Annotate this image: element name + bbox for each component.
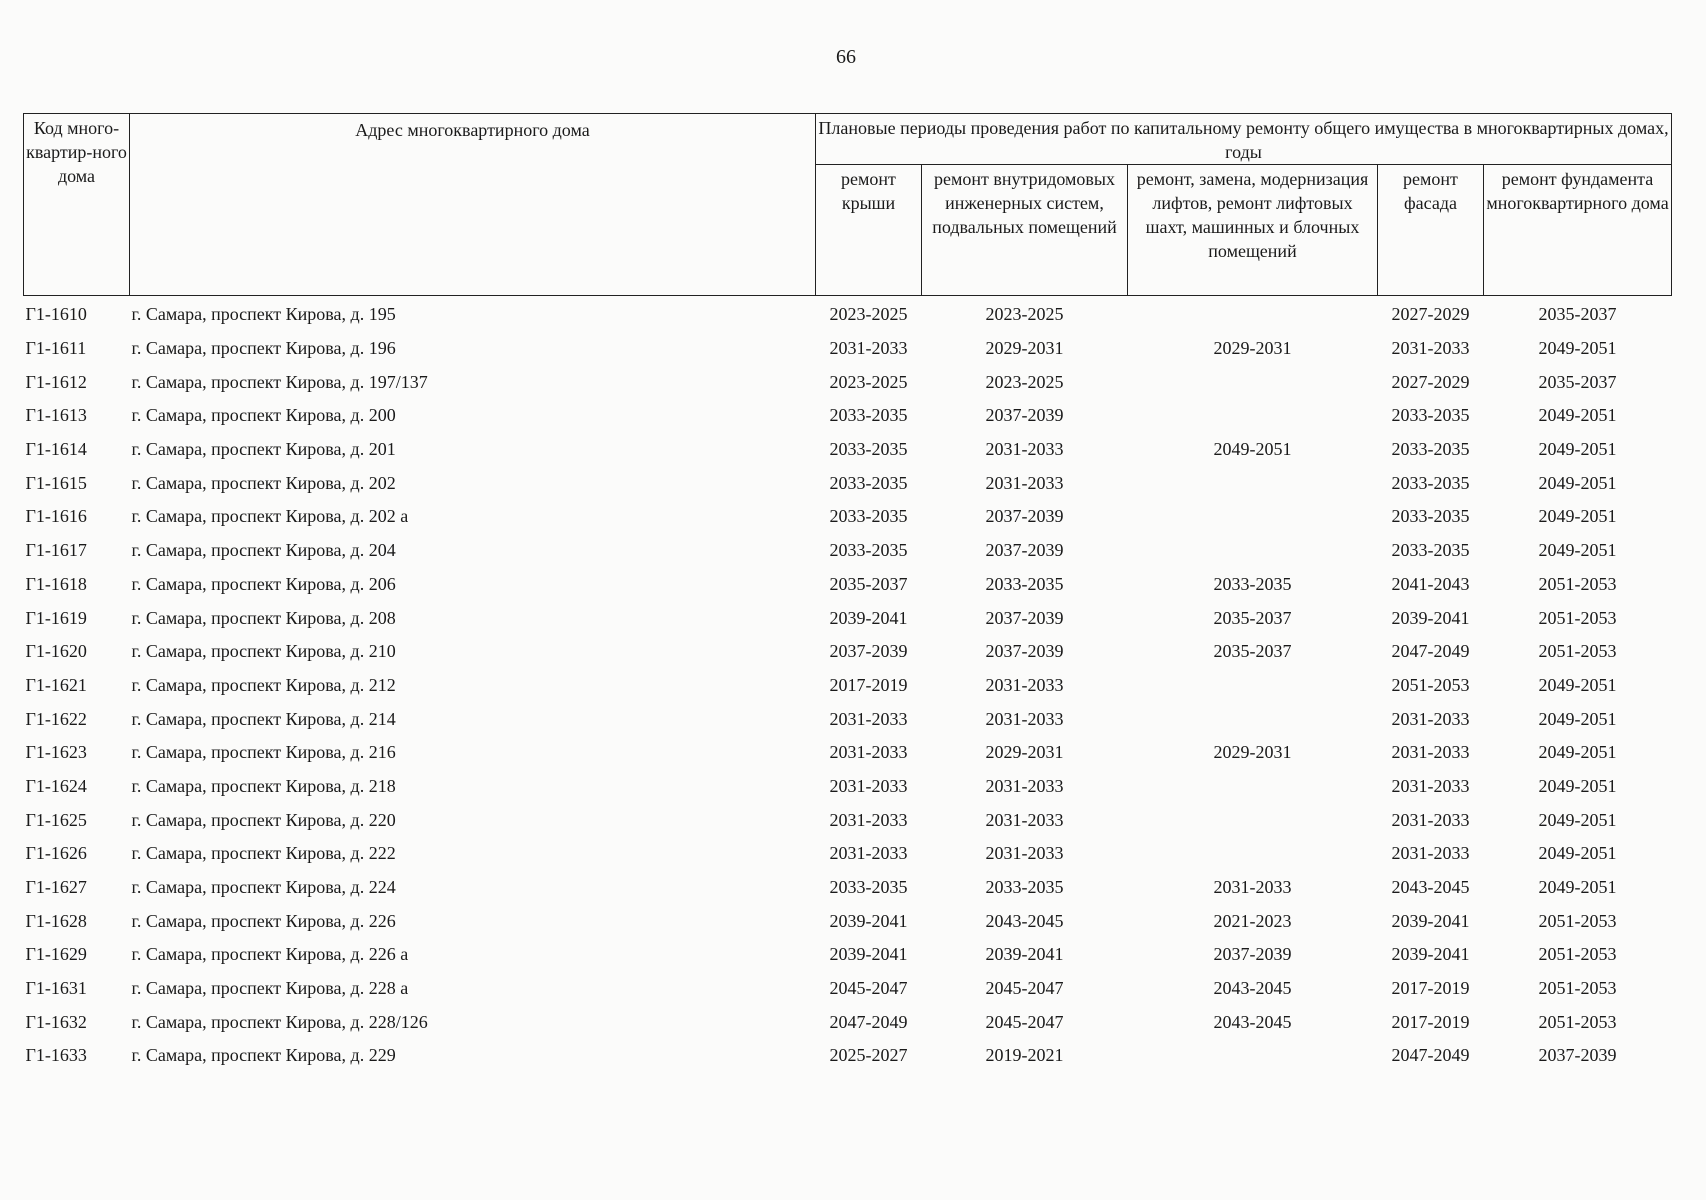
header-code: Код много-квартир-ного дома: [24, 114, 130, 296]
house-address: г. Самара, проспект Кирова, д. 197/137: [131, 371, 428, 392]
engineering-period: 2029-2031: [985, 338, 1064, 359]
foundation-period: 2049-2051: [1538, 405, 1617, 426]
house-code: Г1-1629: [25, 944, 87, 965]
roof-period: 2025-2027: [829, 1045, 908, 1066]
house-address: г. Самара, проспект Кирова, д. 195: [131, 304, 396, 325]
engineering-period: 2037-2039: [985, 506, 1064, 527]
facade-period: 2039-2041: [1391, 944, 1470, 965]
facade-period: 2031-2033: [1391, 843, 1470, 864]
roof-period: 2033-2035: [829, 405, 908, 426]
engineering-period: 2033-2035: [985, 573, 1064, 594]
house-code: Г1-1612: [25, 371, 87, 392]
elevators-period: [1128, 500, 1378, 534]
foundation-period: 2051-2053: [1538, 944, 1617, 965]
roof-period: 2033-2035: [829, 506, 908, 527]
roof-period: 2023-2025: [829, 371, 908, 392]
house-code: Г1-1615: [25, 472, 87, 493]
foundation-period: 2051-2053: [1538, 1011, 1617, 1032]
engineering-period: 2023-2025: [985, 304, 1064, 325]
facade-period: 2031-2033: [1391, 809, 1470, 830]
engineering-period: 2031-2033: [985, 809, 1064, 830]
foundation-period: 2049-2051: [1538, 877, 1617, 898]
facade-period: 2027-2029: [1391, 371, 1470, 392]
house-address: г. Самара, проспект Кирова, д. 229: [131, 1045, 396, 1066]
roof-period: 2039-2041: [829, 607, 908, 628]
roof-period: 2017-2019: [829, 674, 908, 695]
roof-period: 2035-2037: [829, 573, 908, 594]
engineering-period: 2045-2047: [985, 978, 1064, 999]
table-header: [24, 114, 1672, 296]
house-address: г. Самара, проспект Кирова, д. 226 а: [131, 944, 409, 965]
elevators-period: [1128, 669, 1378, 703]
house-code: Г1-1622: [25, 708, 87, 729]
header-foundation: ремонт фундамента многоквартирного дома: [1484, 165, 1672, 296]
elevators-period: [1128, 803, 1378, 837]
table-row: [24, 803, 1672, 837]
table-row: [24, 601, 1672, 635]
elevators-period: [1128, 837, 1378, 871]
house-code: Г1-1621: [25, 674, 87, 695]
foundation-period: 2051-2053: [1538, 910, 1617, 931]
roof-period: 2033-2035: [829, 472, 908, 493]
engineering-period: 2037-2039: [985, 641, 1064, 662]
house-address: г. Самара, проспект Кирова, д. 216: [131, 742, 396, 763]
elevators-period: 2035-2037: [1213, 641, 1292, 662]
house-address: г. Самара, проспект Кирова, д. 201: [131, 439, 396, 460]
table-row: [24, 568, 1672, 602]
table-row: [24, 669, 1672, 703]
house-address: г. Самара, проспект Кирова, д. 228/126: [131, 1011, 428, 1032]
house-address: г. Самара, проспект Кирова, д. 214: [131, 708, 396, 729]
roof-period: 2039-2041: [829, 944, 908, 965]
header-roof: ремонт крыши: [816, 165, 922, 296]
engineering-period: 2031-2033: [985, 439, 1064, 460]
roof-period: 2047-2049: [829, 1011, 908, 1032]
elevators-period: [1128, 296, 1378, 332]
table-row: [24, 365, 1672, 399]
elevators-period: [1128, 466, 1378, 500]
foundation-period: 2049-2051: [1538, 809, 1617, 830]
house-code: Г1-1617: [25, 540, 87, 561]
foundation-period: 2051-2053: [1538, 573, 1617, 594]
engineering-period: 2033-2035: [985, 877, 1064, 898]
house-code: Г1-1632: [25, 1011, 87, 1032]
elevators-period: 2021-2023: [1213, 910, 1292, 931]
house-address: г. Самара, проспект Кирова, д. 196: [131, 338, 396, 359]
elevators-period: 2029-2031: [1213, 338, 1292, 359]
house-address: г. Самара, проспект Кирова, д. 206: [131, 573, 396, 594]
house-address: г. Самара, проспект Кирова, д. 208: [131, 607, 396, 628]
roof-period: 2033-2035: [829, 439, 908, 460]
roof-period: 2023-2025: [829, 304, 908, 325]
facade-period: 2031-2033: [1391, 338, 1470, 359]
house-code: Г1-1624: [25, 775, 87, 796]
house-address: г. Самара, проспект Кирова, д. 224: [131, 877, 396, 898]
house-address: г. Самара, проспект Кирова, д. 226: [131, 910, 396, 931]
header-facade: ремонт фасада: [1378, 165, 1484, 296]
house-address: г. Самара, проспект Кирова, д. 210: [131, 641, 396, 662]
elevators-period: [1128, 1039, 1378, 1073]
foundation-period: 2049-2051: [1538, 674, 1617, 695]
foundation-period: 2049-2051: [1538, 742, 1617, 763]
elevators-period: 2029-2031: [1213, 742, 1292, 763]
house-code: Г1-1616: [25, 506, 87, 527]
facade-period: 2033-2035: [1391, 506, 1470, 527]
roof-period: 2039-2041: [829, 910, 908, 931]
table-row: [24, 534, 1672, 568]
house-code: Г1-1613: [25, 405, 87, 426]
engineering-period: 2031-2033: [985, 708, 1064, 729]
engineering-period: 2023-2025: [985, 371, 1064, 392]
roof-period: 2031-2033: [829, 708, 908, 729]
facade-period: 2031-2033: [1391, 708, 1470, 729]
table-row: [24, 770, 1672, 804]
engineering-period: 2031-2033: [985, 775, 1064, 796]
engineering-period: 2031-2033: [985, 674, 1064, 695]
facade-period: 2051-2053: [1391, 674, 1470, 695]
header-address: Адрес многоквартирного дома: [130, 114, 816, 296]
roof-period: 2045-2047: [829, 978, 908, 999]
house-code: Г1-1628: [25, 910, 87, 931]
roof-period: 2031-2033: [829, 809, 908, 830]
facade-period: 2047-2049: [1391, 641, 1470, 662]
facade-period: 2039-2041: [1391, 910, 1470, 931]
foundation-period: 2051-2053: [1538, 978, 1617, 999]
elevators-period: 2049-2051: [1213, 439, 1292, 460]
foundation-period: 2051-2053: [1538, 607, 1617, 628]
repair-plan-table: [23, 113, 1672, 1073]
elevators-period: 2043-2045: [1213, 978, 1292, 999]
facade-period: 2033-2035: [1391, 405, 1470, 426]
foundation-period: 2049-2051: [1538, 540, 1617, 561]
house-code: Г1-1620: [25, 641, 87, 662]
table-row: [24, 466, 1672, 500]
table-row: [24, 904, 1672, 938]
house-address: г. Самара, проспект Кирова, д. 220: [131, 809, 396, 830]
table-row: [24, 500, 1672, 534]
foundation-period: 2035-2037: [1538, 304, 1617, 325]
foundation-period: 2035-2037: [1538, 371, 1617, 392]
engineering-period: 2037-2039: [985, 607, 1064, 628]
roof-period: 2037-2039: [829, 641, 908, 662]
foundation-period: 2049-2051: [1538, 708, 1617, 729]
table-row: [24, 938, 1672, 972]
table-row: [24, 972, 1672, 1006]
foundation-period: 2037-2039: [1538, 1045, 1617, 1066]
facade-period: 2039-2041: [1391, 607, 1470, 628]
engineering-period: 2037-2039: [985, 405, 1064, 426]
facade-period: 2031-2033: [1391, 775, 1470, 796]
table-row: [24, 399, 1672, 433]
facade-period: 2033-2035: [1391, 540, 1470, 561]
foundation-period: 2049-2051: [1538, 775, 1617, 796]
table-row: [24, 871, 1672, 905]
house-code: Г1-1631: [25, 978, 87, 999]
facade-period: 2033-2035: [1391, 439, 1470, 460]
foundation-period: 2049-2051: [1538, 338, 1617, 359]
table-row: [24, 332, 1672, 366]
house-code: Г1-1623: [25, 742, 87, 763]
house-code: Г1-1618: [25, 573, 87, 594]
table-row: [24, 1005, 1672, 1039]
elevators-period: [1128, 770, 1378, 804]
page-number: 66: [836, 46, 856, 68]
table-row: [24, 1039, 1672, 1073]
foundation-period: 2049-2051: [1538, 843, 1617, 864]
house-address: г. Самара, проспект Кирова, д. 202 а: [131, 506, 409, 527]
engineering-period: 2031-2033: [985, 472, 1064, 493]
house-code: Г1-1610: [25, 304, 87, 325]
house-code: Г1-1611: [25, 338, 87, 359]
elevators-period: [1128, 365, 1378, 399]
house-code: Г1-1619: [25, 607, 87, 628]
house-code: Г1-1614: [25, 439, 87, 460]
engineering-period: 2037-2039: [985, 540, 1064, 561]
facade-period: 2041-2043: [1391, 573, 1470, 594]
house-code: Г1-1633: [25, 1045, 87, 1066]
engineering-period: 2029-2031: [985, 742, 1064, 763]
elevators-period: [1128, 399, 1378, 433]
house-address: г. Самара, проспект Кирова, д. 212: [131, 674, 396, 695]
table-row: [24, 635, 1672, 669]
roof-period: 2033-2035: [829, 877, 908, 898]
engineering-period: 2045-2047: [985, 1011, 1064, 1032]
facade-period: 2027-2029: [1391, 304, 1470, 325]
facade-period: 2031-2033: [1391, 742, 1470, 763]
house-code: Г1-1625: [25, 809, 87, 830]
header-elevators: ремонт, замена, модернизация лифтов, ремонт лифтовых шахт, машинных и блочных помещений: [1128, 165, 1378, 296]
repair-plan-table-container: [23, 113, 1671, 1073]
table-row: [24, 433, 1672, 467]
house-code: Г1-1626: [25, 843, 87, 864]
foundation-period: 2051-2053: [1538, 641, 1617, 662]
house-address: г. Самара, проспект Кирова, д. 200: [131, 405, 396, 426]
table-row: [24, 702, 1672, 736]
table-row: [24, 736, 1672, 770]
house-code: Г1-1627: [25, 877, 87, 898]
elevators-period: [1128, 702, 1378, 736]
roof-period: 2031-2033: [829, 338, 908, 359]
facade-period: 2043-2045: [1391, 877, 1470, 898]
foundation-period: 2049-2051: [1538, 506, 1617, 527]
elevators-period: 2035-2037: [1213, 607, 1292, 628]
elevators-period: [1128, 534, 1378, 568]
roof-period: 2031-2033: [829, 843, 908, 864]
header-periods-group: Плановые периоды проведения работ по капитальному ремонту общего имущества в многоквартирных домах, годы: [816, 114, 1672, 165]
elevators-period: 2043-2045: [1213, 1011, 1292, 1032]
table-row: [24, 837, 1672, 871]
table-body: [24, 296, 1672, 1073]
foundation-period: 2049-2051: [1538, 439, 1617, 460]
house-address: г. Самара, проспект Кирова, д. 222: [131, 843, 396, 864]
roof-period: 2031-2033: [829, 775, 908, 796]
house-address: г. Самара, проспект Кирова, д. 204: [131, 540, 396, 561]
facade-period: 2017-2019: [1391, 1011, 1470, 1032]
engineering-period: 2031-2033: [985, 843, 1064, 864]
header-engineering: ремонт внутридомовых инженерных систем, подвальных помещений: [922, 165, 1128, 296]
roof-period: 2033-2035: [829, 540, 908, 561]
elevators-period: 2033-2035: [1213, 573, 1292, 594]
facade-period: 2017-2019: [1391, 978, 1470, 999]
house-address: г. Самара, проспект Кирова, д. 228 а: [131, 978, 409, 999]
engineering-period: 2039-2041: [985, 944, 1064, 965]
elevators-period: 2037-2039: [1213, 944, 1292, 965]
elevators-period: 2031-2033: [1213, 877, 1292, 898]
foundation-period: 2049-2051: [1538, 472, 1617, 493]
engineering-period: 2043-2045: [985, 910, 1064, 931]
table-row: [24, 296, 1672, 332]
house-address: г. Самара, проспект Кирова, д. 202: [131, 472, 396, 493]
facade-period: 2047-2049: [1391, 1045, 1470, 1066]
engineering-period: 2019-2021: [985, 1045, 1064, 1066]
facade-period: 2033-2035: [1391, 472, 1470, 493]
roof-period: 2031-2033: [829, 742, 908, 763]
house-address: г. Самара, проспект Кирова, д. 218: [131, 775, 396, 796]
